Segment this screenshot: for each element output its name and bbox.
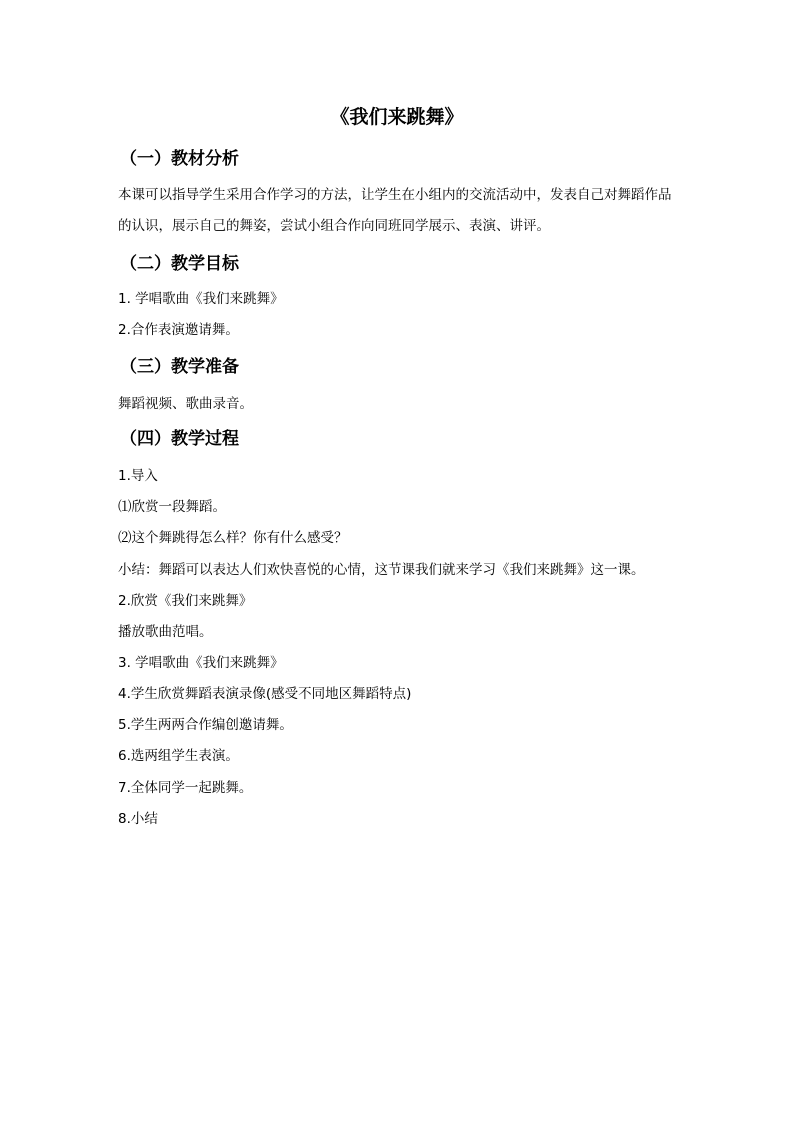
process-step-learn-song: 3. 学唱歌曲《我们来跳舞》 xyxy=(118,655,284,671)
process-step-conclusion: 8.小结 xyxy=(118,811,158,827)
section-heading-teaching-goals: （二）教学目标 xyxy=(120,254,239,274)
preparation-paragraph: 舞蹈视频、歌曲录音。 xyxy=(118,396,253,412)
section-heading-teaching-process: （四）教学过程 xyxy=(120,429,239,449)
process-step-appreciate: 2.欣赏《我们来跳舞》 xyxy=(118,593,253,609)
section-heading-teaching-preparation: （三）教学准备 xyxy=(120,357,239,377)
section-heading-textbook-analysis: （一）教材分析 xyxy=(120,149,239,169)
process-step-intro: 1.导入 xyxy=(118,468,158,484)
textbook-analysis-paragraph: 本课可以指导学生采用合作学习的方法，让学生在小组内的交流活动中，发表自己对舞蹈作品的认识，展示自己的舞姿，尝试小组合作向同班同学展示、表演、讲评。 xyxy=(118,187,672,234)
process-play-demo: 播放歌曲范唱。 xyxy=(118,624,213,640)
process-step-perform: 6.选两组学生表演。 xyxy=(118,748,239,764)
goal-item-2: 2.合作表演邀请舞。 xyxy=(118,322,239,338)
process-step-create-dance: 5.学生两两合作编创邀请舞。 xyxy=(118,717,293,733)
process-step-watch-video: 4.学生欣赏舞蹈表演录像(感受不同地区舞蹈特点) xyxy=(118,686,412,702)
document-title: 《我们来跳舞》 xyxy=(330,106,464,128)
goal-item-1: 1. 学唱歌曲《我们来跳舞》 xyxy=(118,291,284,307)
process-substep-1: ⑴欣赏一段舞蹈。 xyxy=(118,499,226,515)
process-step-dance-together: 7.全体同学一起跳舞。 xyxy=(118,780,253,796)
process-substep-2: ⑵这个舞跳得怎么样？你有什么感受？ xyxy=(118,530,348,546)
process-summary-note: 小结：舞蹈可以表达人们欢快喜悦的心情，这节课我们就来学习《我们来跳舞》这一课。 xyxy=(118,562,645,578)
